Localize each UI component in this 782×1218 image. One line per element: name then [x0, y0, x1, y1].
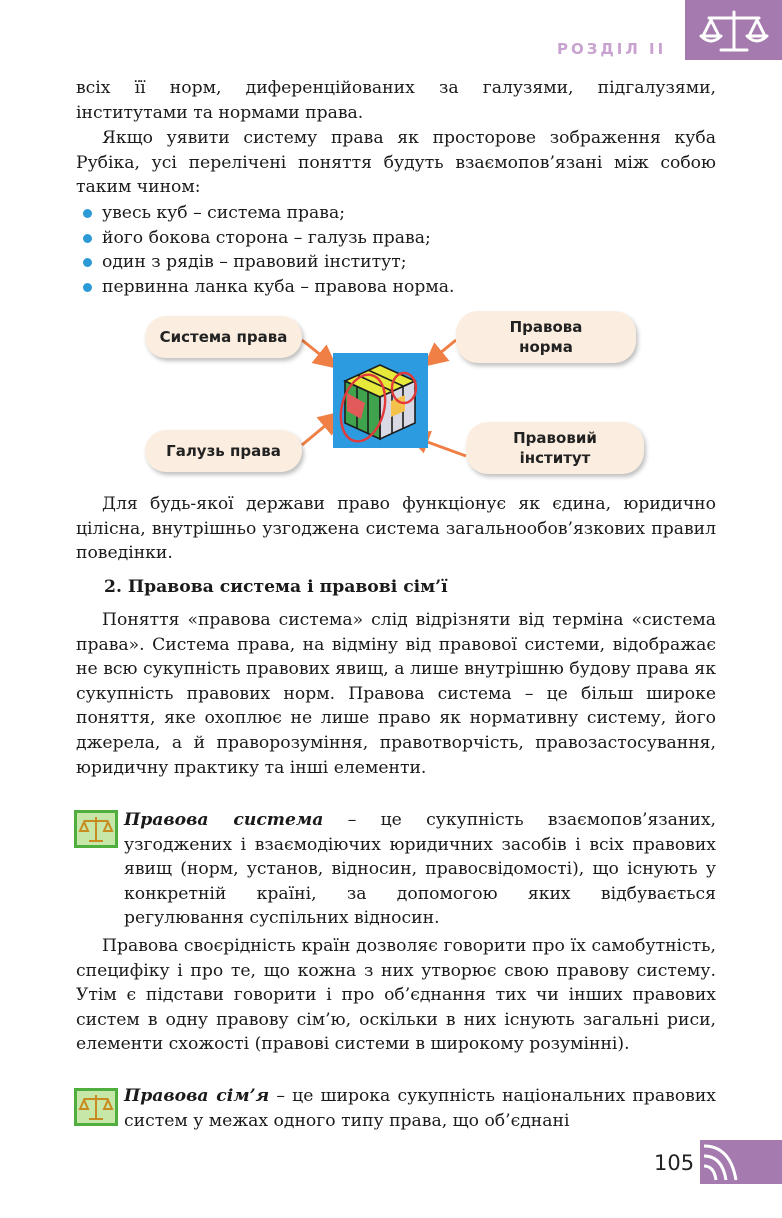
definition-legal-family: Правова сім’я – це широка сукупність національних правових систем у межах одного типу права, що об’єднані — [124, 1086, 716, 1131]
list-item: увесь куб – система права; — [80, 201, 454, 226]
label-legal-institute: Правовий інститут — [466, 422, 644, 474]
rubik-cube-diagram — [0, 300, 782, 490]
bullet-icon — [83, 209, 92, 218]
list-item: один з рядів – правовий інститут; — [80, 250, 454, 275]
bullet-list — [80, 201, 454, 299]
list-item: первинна ланка куба – правова норма. — [80, 275, 454, 300]
definition-icon — [74, 1088, 118, 1126]
label-branch-of-law: Галузь права — [145, 430, 302, 472]
page-corner-tab — [700, 1140, 782, 1184]
scales-icon — [699, 8, 769, 54]
bullet-icon — [83, 234, 92, 243]
bullet-icon — [83, 258, 92, 267]
list-item: його бокова сторона – галузь права; — [80, 226, 454, 251]
label-system-of-law: Система права — [145, 316, 302, 358]
definition-legal-system: Правова система – це сукупність взаємопов’язаних, узгоджених і взаємодіючих юридичних засобів і всіх правових явищ (норм, установ, відносин, правосвідомості), що існують у конкретній країні, за допомогою яких відбувається регулювання суспільних відносин. — [124, 810, 716, 929]
paragraph-1: всіх її норм, диференційованих за галузями, підгалузями, інститутами та нормами права. — [76, 78, 716, 123]
rubik-cube-image — [333, 353, 428, 448]
label-legal-norm: Правова норма — [456, 311, 636, 363]
paragraph-5: Правова своєрідність країн дозволяє говорити про їх самобутність, специфіку і про те, що кожна з них утворює свою правову систему. Утім є підстави говорити і про об’єднання тих чи інших правових систем в одну правову сім’ю, оскільки в них існують загальні риси, елементи схожості (правові системи в широкому розумінні). — [76, 936, 716, 1055]
section-tab — [685, 0, 782, 60]
section-heading: 2. Правова система і правові сім’ї — [104, 577, 448, 597]
paragraph-2: Якщо уявити систему права як просторове зображення куба Рубіка, усі перелічені поняття будуть взаємопов’язані між собою таким чином: — [76, 128, 716, 198]
bullet-icon — [83, 283, 92, 292]
page-number: 105 — [654, 1151, 695, 1175]
definition-icon — [74, 810, 118, 848]
paragraph-4: Поняття «правова система» слід відрізняти від терміна «система права». Система права, на відміну від правової системи, відображає не всю сукупність правових явищ, а лише внутрішню будову права як сукупність правових норм. Правова система – це більш широке поняття, яке охоплює не лише право як нормативну систему, його джерела, а й праворозуміння, правотворчість, правозастосування, юридичну практику та інші елементи. — [76, 610, 716, 778]
paragraph-3: Для будь-якої держави право функціонує як єдина, юридично цілісна, внутрішньо узгоджена система загальнообов’язкових правил поведінки. — [76, 494, 716, 564]
section-label: РОЗДІЛ II — [557, 40, 667, 58]
